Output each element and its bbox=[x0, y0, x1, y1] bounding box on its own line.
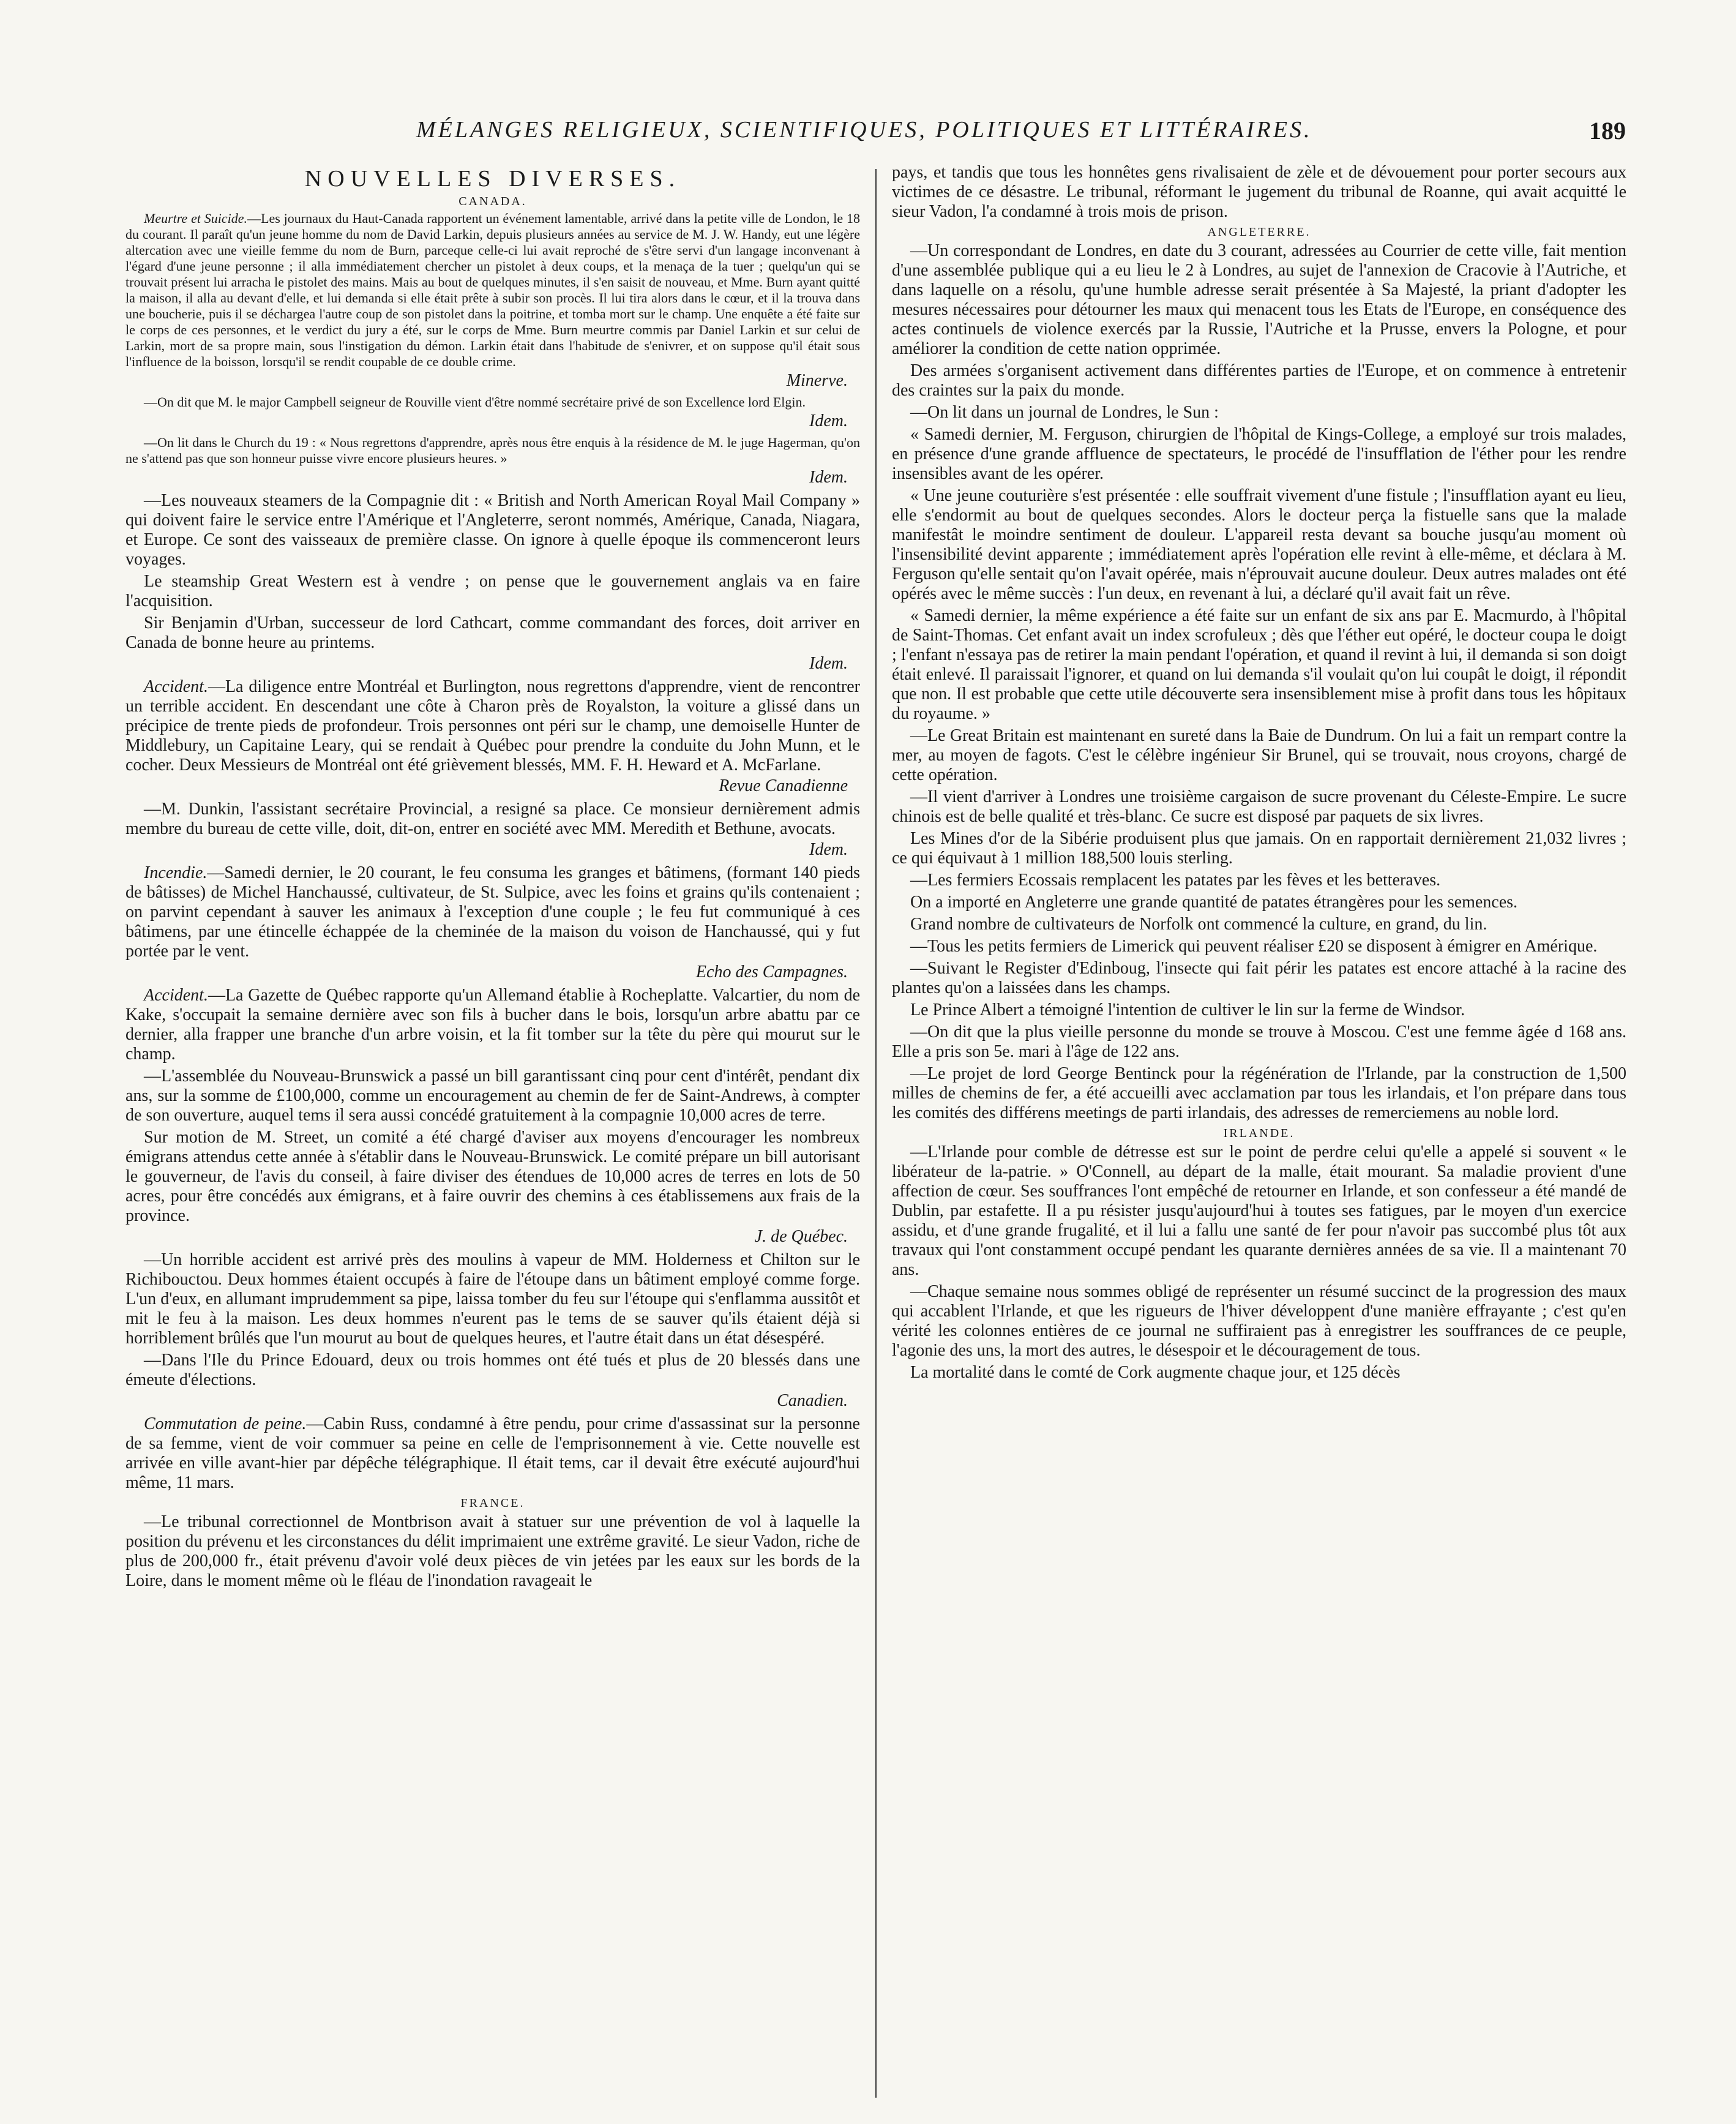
article-source: Idem. bbox=[809, 654, 848, 673]
article-text: —Suivant le Register d'Edinboug, l'insecte qui fait périr les patates est encore attaché à la racine des plantes qu'on a laissées dans les champs. bbox=[892, 959, 1626, 997]
article-source: Idem. bbox=[809, 411, 848, 430]
article-text: —La diligence entre Montréal et Burlington, nous regrettons d'apprendre, vient de rencontrer un terrible accident. En descendant une côte à Charon près de Royalston, la voiture a glissé dans un précipice de trente pieds de profondeur. Trois personnes ont péri sur le champ, une demoiselle Hunter de Middlebury, un Capitaine Leary, qui se rendait à Québec pour prendre la conduite du John Munn, et le cocher. Deux Messieurs de Montréal ont été grièvement blessés, MM. F. H. Heward et A. McFarlane. bbox=[125, 677, 860, 775]
article-text: Grand nombre de cultivateurs de Norfolk ont commencé la culture, en grand, du lin. bbox=[910, 915, 1487, 934]
article-text: Sur motion de M. Street, un comité a été chargé d'aviser aux moyens d'encourager les nombreux émigrans attendus cette année à s'établir dans le Nouveau-Brunswick. Le comité prépare un bill autorisant le gouverneur, de l'avis du conseil, à faire diviser des étendues de 10,000 acres de terres en lots de 50 acres, pour être concédés aux émigrans, et à faire ouvrir des chemins à ces établissemens aux frais de la province. bbox=[125, 1128, 860, 1225]
article-paragraph bbox=[125, 1414, 860, 1493]
article-paragraph bbox=[892, 829, 1626, 868]
article-paragraph bbox=[892, 959, 1626, 998]
article-text: —L'Irlande pour comble de détresse est sur le point de perdre celui qu'elle a appelé si souvent « le libérateur de la-patrie. » O'Connell, au départ de la malle, était mourant. Sa maladie provient d'une affection de cœur. Ses souffrances l'ont empêché de retourner en Irlande, et son confesseur a été mandé de Dublin, par estafette. Il a pu résister jusqu'aujourd'hui à toutes ses fatigues, par le moyen d'un exercice assidu, et d'une grande frugalité, et il lui a fallu une santé de fer pour n'avoir pas succombé plus tôt aux travaux qui l'ont constamment occupé pendant les quarante dernières années de sa vie. Il a maintenant 70 ans. bbox=[892, 1143, 1626, 1279]
article-paragraph bbox=[125, 394, 860, 410]
article-text: « Samedi dernier, la même expérience a été faite sur un enfant de six ans par E. Macmurdo, à l'hôpital de Saint-Thomas. Cet enfant avait un index scrofuleux ; dès que l'éther eut opéré, le docteur coupa le doigt ; l'enfant n'essaya pas de retirer la main pendant l'opération, et quand il revint à lui, il demanda si son doigt était enlevé. Il paraissait l'ignorer, et quand on lui demanda s'il voulait qu'on lui coupât le doigt, il répondit que non. Il est probable que cette utile découverte sera insensiblement mise à profit dans tous les hôpitaux du royaume. » bbox=[892, 606, 1626, 723]
section-heading-irlande: IRLANDE. bbox=[1223, 1127, 1295, 1140]
article-source: Idem. bbox=[809, 468, 848, 487]
article-paragraph bbox=[892, 1282, 1626, 1360]
article-paragraph bbox=[125, 435, 860, 467]
page-number: 189 bbox=[1589, 117, 1626, 144]
article-text: —Il vient d'arriver à Londres une troisième cargaison de sucre provenant du Céleste-Empire. Le sucre chinois est de belle qualité et très-blanc. Ce sucre est disposé par paquets de six livres. bbox=[892, 787, 1626, 826]
article-paragraph: —Le tribunal correctionnel de Montbrison avait à statuer sur une prévention de vol à laquelle la position du prévenu et les circonstances du délit imprimaient une extrême gravité. Le sieur Vadon, riche de plus de 200,000 fr., était prévenu d'avoir volé deux pièces de vin jetées par les eaux sur les bords de la Loire, dans le moment même où le fléau de l'inondation ravageait le bbox=[125, 1512, 860, 1590]
article-text: —Cabin Russ, condamné à être pendu, pour crime d'assassinat sur la personne de sa femme, vient de voir commuer sa peine en celle de l'emprisonnement à vie. Cette nouvelle est arrivée en ville avant-hier par dépêche télégraphique. Il était tems, car il devait être exécuté aujourd'hui même, 11 mars. bbox=[125, 1414, 860, 1492]
article-text: Le steamship Great Western est à vendre ; on pense que le gouvernement anglais va en faire l'acquisition. bbox=[125, 572, 860, 610]
article-source: Revue Canadienne bbox=[719, 776, 848, 795]
running-title: MÉLANGES RELIGIEUX, SCIENTIFIQUES, POLITIQUES ET LITTÉRAIRES. bbox=[416, 117, 1312, 143]
article-text: —Les nouveaux steamers de la Compagnie dit : « British and North American Royal Mail Company » qui doivent faire le service entre l'Amérique et l'Angleterre, seront nommés, Amérique, Canada, Niagara, et Europe. Ce sont des vaisseaux de première classe. On ignore à quelle époque ils commenceront leurs voyages. bbox=[125, 491, 860, 569]
article-text: « Samedi dernier, M. Ferguson, chirurgien de l'hôpital de Kings-College, a employé sur trois malades, en présence d'une grande affluence de spectateurs, le procédé de l'insufflation de l'éther pour les rendre insensibles avant de les opérer. bbox=[892, 425, 1626, 483]
article-paragraph bbox=[125, 211, 860, 370]
section-heading-canada: CANADA. bbox=[458, 195, 527, 208]
article-text: Le Prince Albert a témoigné l'intention de cultiver le lin sur la ferme de Windsor. bbox=[910, 1000, 1465, 1019]
running-head bbox=[125, 116, 1644, 159]
article-paragraph bbox=[892, 361, 1626, 400]
article-text: —L'assemblée du Nouveau-Brunswick a passé un bill garantissant cinq pour cent d'intérêt, pendant dix ans, sur la somme de £100,000, comme un encouragement au chemin de fer de Saint-Andrews, à compter de son ouverture, auquel tems il sera aussi concédé gratuitement à la compagnie 10,000 acres de terre. bbox=[125, 1067, 860, 1125]
article-paragraph bbox=[892, 871, 1626, 890]
article-text: —Le Great Britain est maintenant en sureté dans la Baie de Dundrum. On lui a fait un rempart contre la mer, au moyen de fagots. C'est le célèbre ingénieur Sir Brunel, qui se trouvait, nous croyons, chargé de cette opération. bbox=[892, 726, 1626, 784]
article-text: —On lit dans un journal de Londres, le Sun : bbox=[910, 403, 1219, 422]
left-articles bbox=[125, 211, 860, 1493]
article-text: —Chaque semaine nous sommes obligé de représenter un résumé succinct de la progression des maux qui accablent l'Irlande, et que les rigueurs de l'hiver développent d'une manière effrayante ; c'est qu'en vérité les colonnes entières de ce journal ne suffiraient pas à enregistrer les souffrances de ce peuple, l'agonie des uns, la mort des autres, le désespoir et le découragement de tous. bbox=[892, 1282, 1626, 1360]
article-paragraph bbox=[892, 915, 1626, 934]
article-text: —M. Dunkin, l'assistant secrétaire Provincial, a resigné sa place. Ce monsieur dernièrement admis membre du bureau de cette ville, doit, dit-on, entrer en société avec MM. Meredith et Bethune, avocats. bbox=[125, 800, 860, 838]
article-paragraph bbox=[125, 1250, 860, 1348]
article-text: —Un correspondant de Londres, en date du 3 courant, adressées au Courrier de cette ville, fait mention d'une assemblée publique qui a eu lieu le 2 à Londres, au sujet de l'annexion de Cracovie à l'Autriche, et dans laquelle on a résolu, qu'une humble adresse serait présentée à Sa Majesté, la priant d'adopter les mesures nécessaires pour détourner les maux qui menacent tous les Etats de l'Europe, en conséquence des actes continuels de violence exercés par la Russie, l'Autriche et la Prusse, envers la Pologne, et pour améliorer la condition de cette nation opprimée. bbox=[892, 241, 1626, 358]
article-source: Canadien. bbox=[777, 1391, 848, 1410]
article-lead: Meurtre et Suicide. bbox=[144, 211, 248, 226]
article-source: Echo des Campagnes. bbox=[695, 963, 848, 981]
right-column bbox=[877, 163, 1626, 2098]
article-paragraph bbox=[892, 241, 1626, 359]
article-paragraph bbox=[892, 937, 1626, 956]
article-text: —Samedi dernier, le 20 courant, le feu consuma les granges et bâtimens, (formant 140 pieds de bâtisses) de Michel Hanchaussé, cultivateur, de St. Sulpice, avec les foins et grains qu'ils contenaient ; on parvint cependant à sauver les animaux à l'exception d'une couple ; le feu fut communiqué à ces bâtimens, par une étincelle échappée de la cheminée de la maison du voison de Hanchaussé, qui y fut portée par le vent. bbox=[125, 863, 860, 961]
article-text: —Les fermiers Ecossais remplacent les patates par les fèves et les betteraves. bbox=[910, 871, 1441, 890]
article-text: —Un horrible accident est arrivé près des moulins à vapeur de MM. Holderness et Chilton sur le Richibouctou. Deux hommes étaient occupés à faire de l'étoupe dans un bâtiment employé comme forge. L'un d'eux, en allumant imprudemment sa pipe, laissa tomber du feu sur l'étoupe qui s'enflamma aussitôt et mit le feu à la maison. Les deux hommes n'eurent pas le tems de se sauver qu'ils étaient déjà si horriblement brûlés que l'un mourut au bout de quelques heures, et l'autre était dans un état désespéré. bbox=[125, 1250, 860, 1348]
article-lead: Accident. bbox=[144, 986, 208, 1005]
article-lead: Accident. bbox=[144, 677, 208, 696]
article-text: « Une jeune couturière s'est présentée : elle souffrait vivement d'une fistule ; l'insufflation ayant eu lieu, elle s'endormit au bout de quelques secondes. Alors le docteur perça la fistuelle sans que la malade manifestât le moindre sentiment de douleur. L'appareil resta devant sa bouche jusqu'au moment où l'insensibilité devint apparente ; immédiatement après l'opération elle revint à elle-même, et déclara à M. Ferguson qu'elle sentait qu'on l'avait opérée, mais n'éprouvait aucune douleur. Deux autres malades ont été opérés avec le même succès : l'un deux, en revenant à lui, a déclaré qu'il avait fait un rêve. bbox=[892, 486, 1626, 603]
article-paragraph bbox=[892, 486, 1626, 604]
article-paragraph bbox=[892, 606, 1626, 724]
article-text: —On dit que la plus vieille personne du monde se trouve à Moscou. C'est une femme âgée d 168 ans. Elle a pris son 5e. mari à l'âge de 122 ans. bbox=[892, 1023, 1626, 1061]
article-lead: Incendie. bbox=[144, 863, 208, 882]
article-paragraph bbox=[125, 863, 860, 961]
article-paragraph bbox=[892, 893, 1626, 912]
article-text: —On lit dans le Church du 19 : « Nous regrettons d'apprendre, après nous être enquis à la résidence de M. le juge Hagerman, qu'on ne s'attend pas que son honneur puisse vivre encore plusieurs heures. » bbox=[125, 435, 860, 466]
section-heading-angleterre: ANGLETERRE. bbox=[1207, 225, 1311, 239]
article-paragraph bbox=[892, 1000, 1626, 1020]
article-text: La mortalité dans le comté de Cork augmente chaque jour, et 125 décès bbox=[910, 1363, 1401, 1382]
article-paragraph bbox=[892, 1023, 1626, 1062]
article-text: —Les journaux du Haut-Canada rapportent un événement lamentable, arrivé dans la petite ville de London, le 18 du courant. Il paraît qu'un jeune homme du nom de David Larkin, depuis plusieurs années au service de M. J. W. Handy, eut une légère altercation avec une vieille femme du nom de Burn, parceque celle-ci lui avait reproché de s'être servi d'un langage inconvenant à l'égard d'une jeune personne ; il alla immédiatement chercher un pistolet à deux coups, et la menaça de la tuer ; quelqu'un qui se trouvait présent lui arracha le pistolet des mains. Mais au bout de quelques minutes, il s'en saisit de nouveau, et Mme. Burn ayant quitté la maison, il alla au devant d'elle, et lui demanda si elle était prête à subir son procès. Il lui tira alors dans le cœur, et il la trouva dans une boucherie, puis il se déchargea l'autre coup de son pistolet dans la poitrine, et tomba mort sur le champ. Une enquête a été faite sur le corps de ces personnes, et le verdict du jury a été, sur le corps de Mme. Burn meurtre commis par Daniel Larkin et sur celui de Larkin, mort de sa propre main, sous l'instigation du démon. Larkin était dans l'habitude de s'enivrer, et on suppose qu'il était sous l'influence de la boisson, lorsqu'il se rendit coupable de ce double crime. bbox=[125, 211, 860, 369]
columns bbox=[125, 163, 1644, 2098]
article-text: Les Mines d'or de la Sibérie produisent plus que jamais. On en rapportait dernièrement 21,032 livres ; ce qui équivaut à 1 million 188,500 louis sterling. bbox=[892, 829, 1626, 868]
article-text: —Tous les petits fermiers de Limerick qui peuvent réaliser £20 se disposent à émigrer en Amérique. bbox=[910, 937, 1598, 956]
article-text: On a importé en Angleterre une grande quantité de patates étrangères pour les semences. bbox=[910, 893, 1518, 912]
article-source: Idem. bbox=[809, 840, 848, 859]
article-paragraph bbox=[125, 1351, 860, 1390]
article-source: J. de Québec. bbox=[754, 1227, 848, 1246]
article-paragraph bbox=[892, 787, 1626, 827]
article-paragraph bbox=[892, 425, 1626, 484]
left-column bbox=[125, 163, 875, 2098]
article-paragraph bbox=[125, 614, 860, 653]
article-text: —La Gazette de Québec rapporte qu'un Allemand établie à Rocheplatte. Valcartier, du nom de Kake, s'occupait la semaine dernière avec son fils à bucher dans le bois, lorsqu'un arbre abattu par ce dernier, alla frapper une branche d'un arbre voisin, et la fit tomber sur la tête du père qui mourut sur le champ. bbox=[125, 986, 860, 1064]
article-paragraph bbox=[892, 1064, 1626, 1123]
article-paragraph bbox=[125, 986, 860, 1064]
article-text: —Le projet de lord George Bentinck pour la régénération de l'Irlande, par la construction de 1,500 milles de chemins de fer, a été accueilli avec acclamation par tous les irlandais, et l'on prépare dans tous les comités des différens meetings de parti irlandais, des adresses de remerciemens au noble lord. bbox=[892, 1064, 1626, 1122]
angleterre-articles bbox=[892, 241, 1626, 1123]
article-paragraph bbox=[892, 1363, 1626, 1383]
irlande-articles bbox=[892, 1143, 1626, 1383]
article-text: Sir Benjamin d'Urban, successeur de lord Cathcart, comme commandant des forces, doit arriver en Canada de bonne heure au printems. bbox=[125, 614, 860, 652]
article-paragraph bbox=[892, 726, 1626, 785]
article-paragraph bbox=[125, 800, 860, 839]
article-paragraph bbox=[892, 403, 1626, 422]
article-paragraph bbox=[125, 572, 860, 611]
article-source: Minerve. bbox=[786, 371, 848, 390]
article-lead: Commutation de peine. bbox=[144, 1414, 307, 1433]
article-paragraph bbox=[125, 491, 860, 569]
article-paragraph bbox=[125, 1128, 860, 1226]
section-heading-france: FRANCE. bbox=[460, 1496, 525, 1510]
section-title: NOUVELLES DIVERSES. bbox=[304, 166, 681, 192]
article-text: —On dit que M. le major Campbell seigneur de Rouville vient d'être nommé secrétaire privé de son Excellence lord Elgin. bbox=[144, 394, 806, 410]
article-paragraph bbox=[125, 1067, 860, 1125]
continued-paragraph: pays, et tandis que tous les honnêtes gens rivalisaient de zèle et de dévouement pour porter secours aux victimes de ce désastre. Le tribunal, réformant le jugement du tribunal de Roanne, qui avait acquitté le sieur Vadon, l'a condamné à trois mois de prison. bbox=[892, 163, 1626, 221]
article-paragraph bbox=[892, 1143, 1626, 1280]
article-paragraph bbox=[125, 677, 860, 775]
article-text: —Dans l'Ile du Prince Edouard, deux ou trois hommes ont été tués et plus de 20 blessés dans une émeute d'élections. bbox=[125, 1351, 860, 1389]
article-text: Des armées s'organisent activement dans différentes parties de l'Europe, et on commence à entretenir des craintes sur la paix du monde. bbox=[892, 361, 1626, 400]
